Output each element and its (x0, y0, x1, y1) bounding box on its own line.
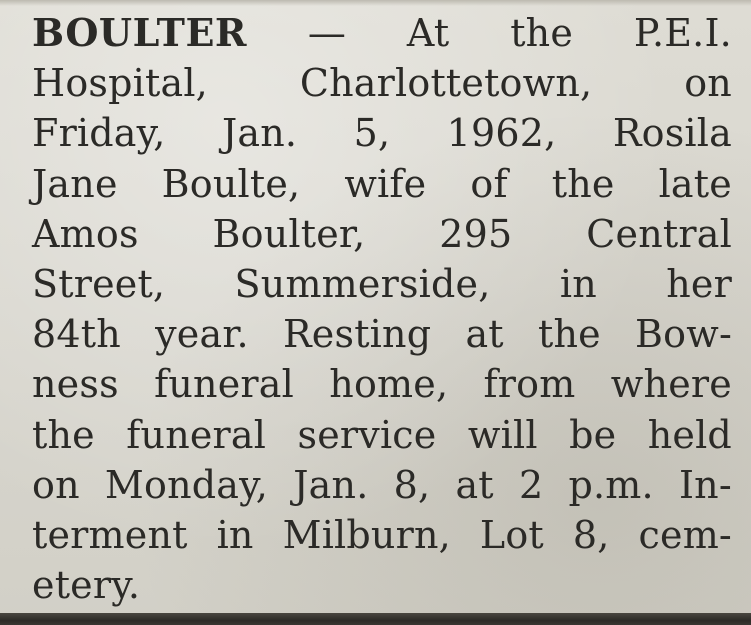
notice-word: funeral (154, 362, 294, 407)
notice-word: Rosila (612, 111, 732, 156)
notice-line-11 (32, 510, 732, 560)
notice-line-1 (32, 8, 732, 58)
notice-word: at (455, 462, 494, 507)
notice-word: terment (32, 512, 188, 557)
notice-word: late (658, 161, 732, 206)
notice-word: the (32, 412, 95, 457)
notice-word: At (406, 11, 450, 55)
top-edge-shadow (0, 0, 751, 6)
notice-word: Summerside, (234, 261, 491, 306)
notice-word: where (610, 362, 732, 407)
obituary-notice (32, 8, 732, 610)
notice-line-6 (32, 259, 732, 309)
notice-word: Amos (32, 211, 139, 256)
notice-line-5 (32, 209, 732, 259)
notice-word: Hospital, (32, 61, 208, 106)
notice-word: 84th (32, 312, 121, 357)
notice-word: at (465, 312, 504, 357)
notice-word: will (467, 412, 538, 457)
notice-word: 295 (439, 211, 513, 256)
notice-line-9 (32, 410, 732, 460)
notice-line-12 (32, 560, 732, 610)
notice-word: etery. (32, 563, 141, 608)
notice-word: held (647, 412, 732, 457)
notice-word: in (216, 512, 254, 557)
notice-word: on (32, 462, 80, 507)
notice-word: p.m. (568, 462, 654, 507)
notice-word: ness (32, 362, 119, 407)
notice-word: the (510, 11, 574, 55)
notice-word: from (483, 362, 576, 407)
notice-word: 8, (572, 512, 610, 557)
notice-word: cem- (638, 512, 732, 557)
notice-word: Charlottetown, (299, 61, 593, 106)
notice-word: Street, (32, 261, 166, 306)
notice-word: Friday, (32, 111, 166, 156)
notice-word: service (297, 412, 437, 457)
notice-line-3 (32, 108, 732, 158)
notice-word: funeral (126, 412, 267, 457)
notice-line-8 (32, 359, 732, 409)
notice-word: Lot (479, 512, 544, 557)
notice-word: the (537, 312, 601, 357)
notice-word: Jan. (293, 462, 369, 507)
notice-word: In- (678, 462, 732, 507)
notice-word: Boulte, (161, 161, 301, 206)
notice-word: wife (344, 161, 427, 206)
notice-word: in (559, 261, 597, 306)
notice-word: home, (329, 362, 449, 407)
notice-word: her (666, 261, 732, 306)
notice-word: be (569, 412, 617, 457)
notice-word: Resting (283, 312, 432, 357)
notice-word: Milburn, (282, 512, 451, 557)
notice-word: 1962, (446, 111, 557, 156)
notice-word: Jan. (221, 111, 298, 156)
notice-line-10 (32, 460, 732, 510)
notice-line-2 (32, 58, 732, 108)
notice-word: 5, (353, 111, 391, 156)
notice-word: the (551, 161, 615, 206)
notice-word: 8, (393, 462, 431, 507)
notice-word: — (307, 11, 347, 55)
notice-word: 2 (518, 462, 544, 507)
notice-word: Central (586, 211, 732, 256)
notice-word: Jane (32, 161, 118, 206)
obituary-surname: BOULTER (32, 10, 248, 55)
notice-line-7 (32, 309, 732, 359)
notice-word: P.E.I. (633, 11, 732, 55)
notice-word: Boulter, (212, 211, 366, 256)
clipping-bottom-edge (0, 613, 751, 625)
notice-word: year. (155, 312, 249, 357)
notice-line-4 (32, 159, 732, 209)
notice-word: on (684, 61, 732, 106)
notice-word: of (470, 161, 508, 206)
notice-word: Bow- (635, 312, 732, 357)
notice-word: Monday, (104, 462, 269, 507)
